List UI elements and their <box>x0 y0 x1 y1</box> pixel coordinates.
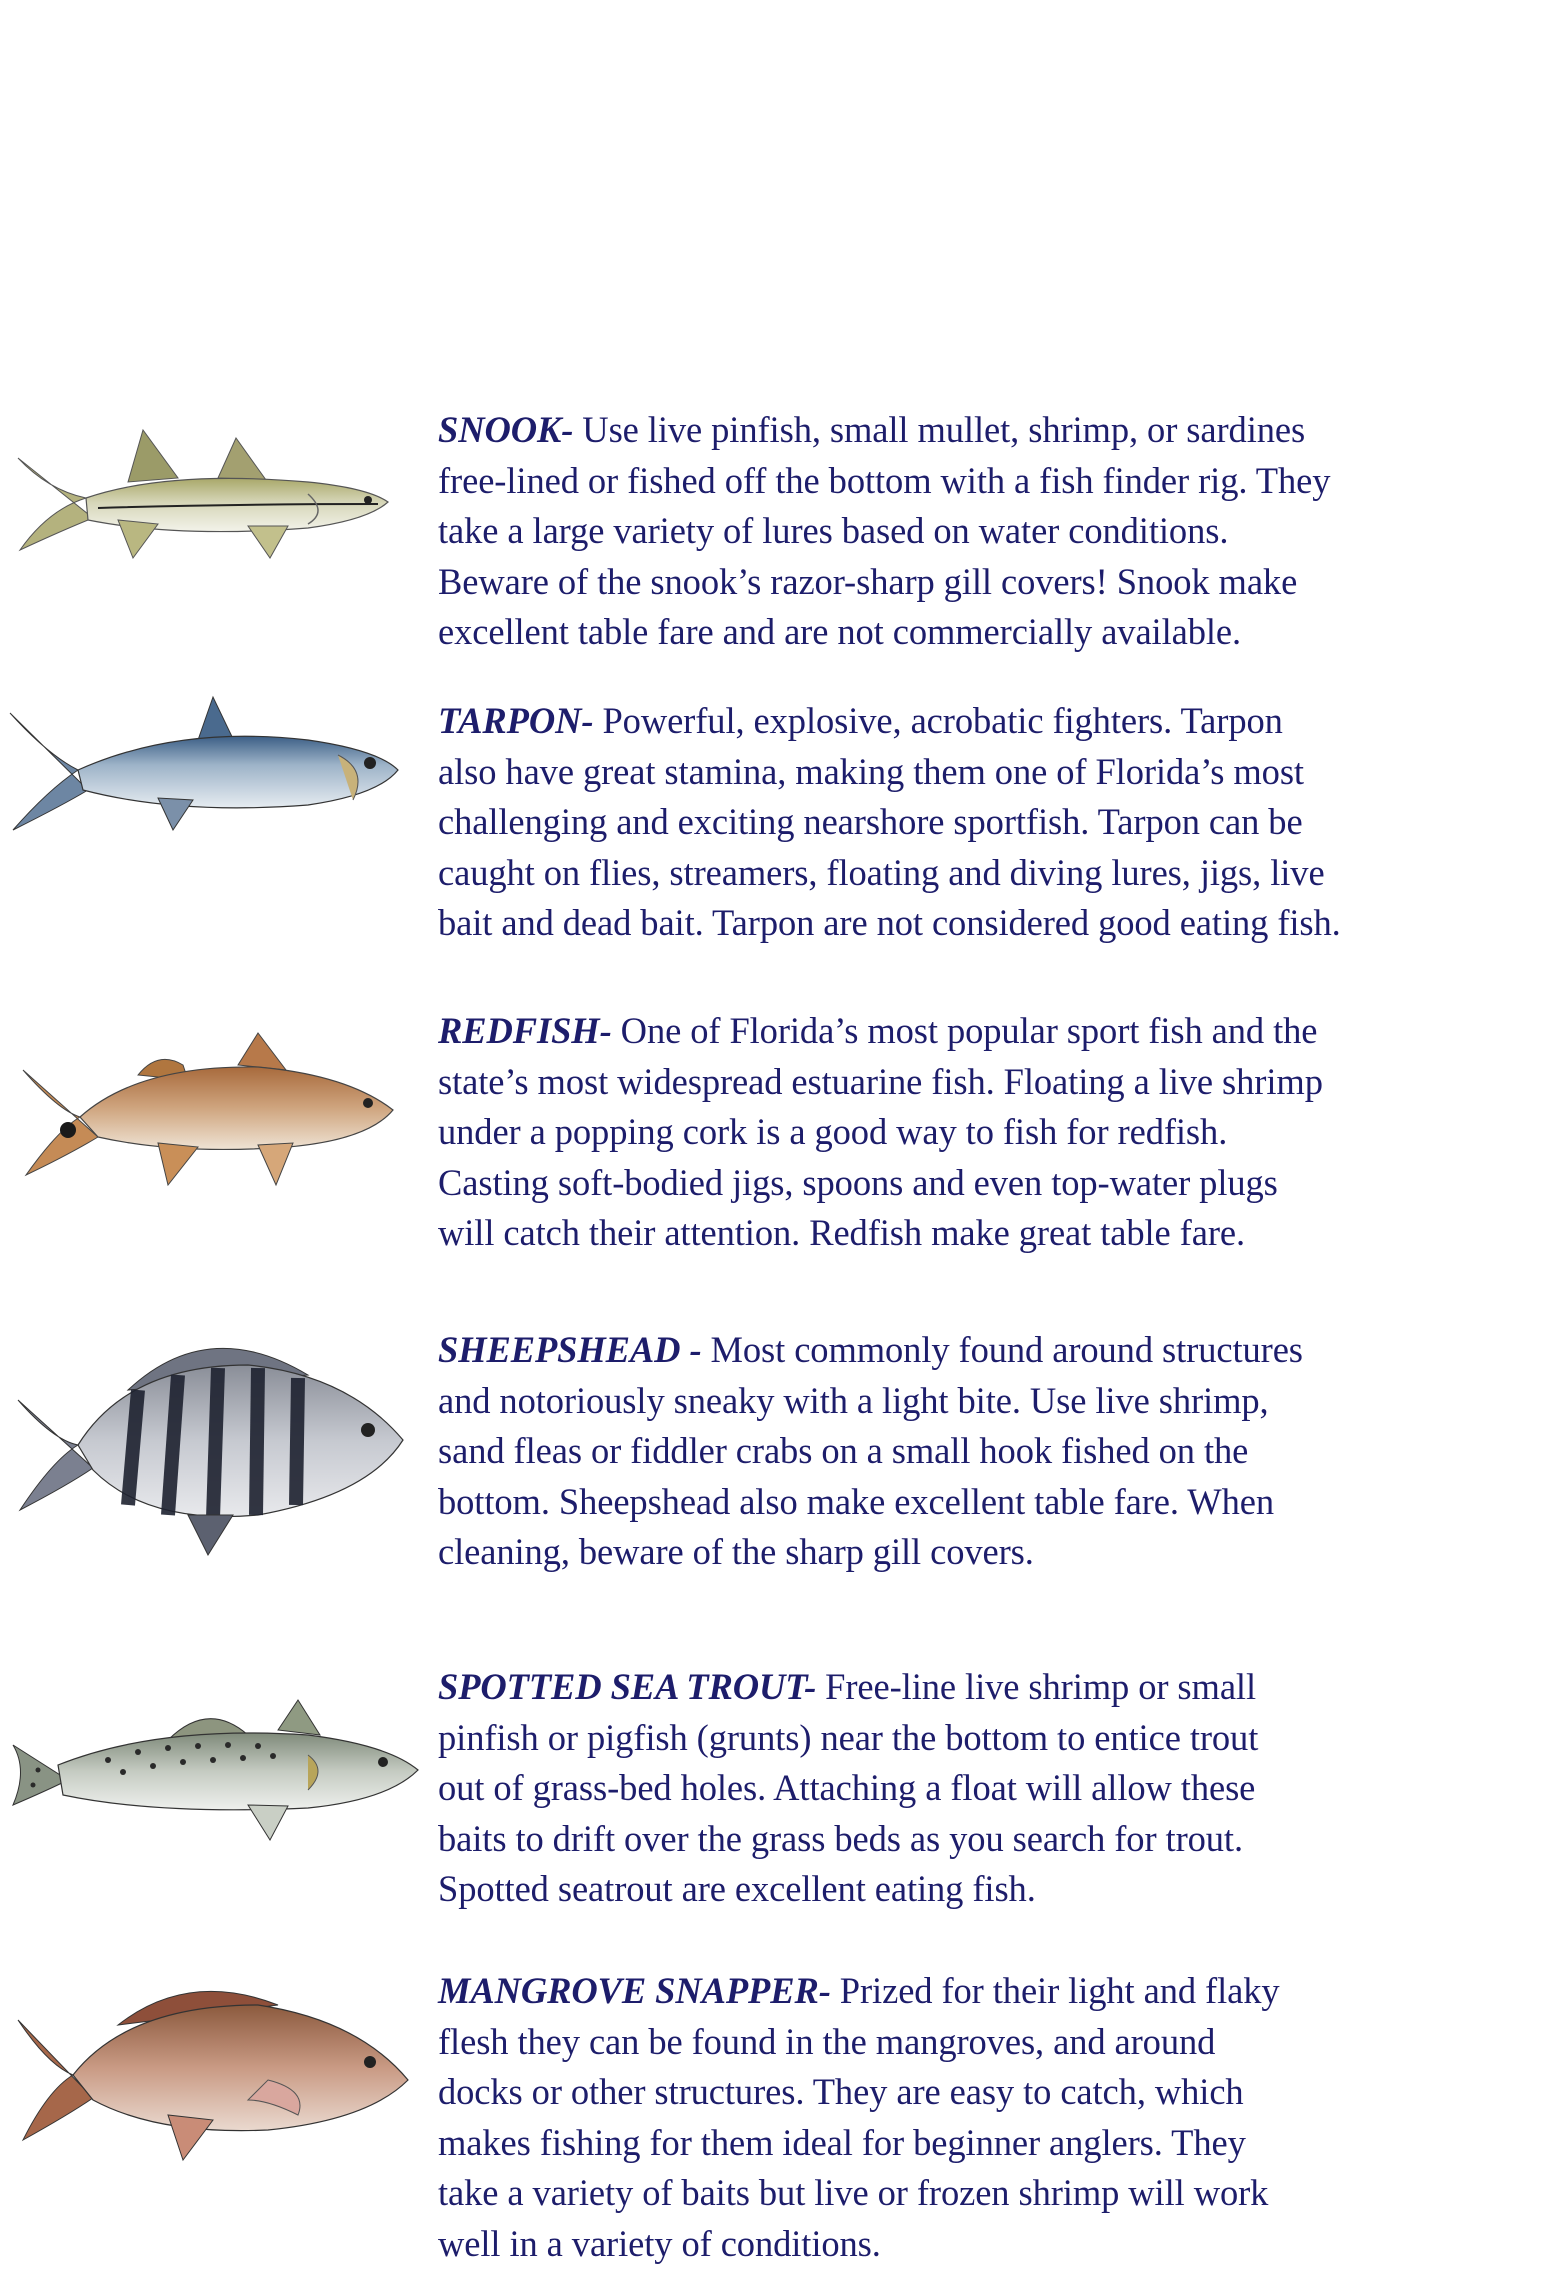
snook-description <box>438 405 1548 658</box>
tarpon-description <box>438 696 1548 949</box>
snook-line-5: excellent table fare and are not commercially available. <box>438 611 1242 652</box>
tarpon-name: TARPON- <box>438 700 594 741</box>
tarpon-illustration <box>8 695 423 845</box>
tarpon-line-3: challenging and exciting nearshore sportfish. Tarpon can be <box>438 801 1303 842</box>
spotted-sea-trout-line-3: out of grass-bed holes. Attaching a float will allow these <box>438 1767 1256 1808</box>
sheepshead-line-4: bottom. Sheepshead also make excellent table fare. When <box>438 1480 1275 1522</box>
spotted-sea-trout-name: SPOTTED SEA TROUT- <box>438 1666 817 1707</box>
spotted-sea-trout-line-2: pinfish or pigfish (grunts) near the bottom to entice trout <box>438 1716 1259 1758</box>
spotted-sea-trout-line-5: Spotted seatrout are excellent eating fish. <box>438 1868 1036 1909</box>
redfish-illustration <box>8 1025 423 1195</box>
tarpon-line-4: caught on flies, streamers, floating and diving lures, jigs, live <box>438 851 1325 893</box>
redfish-name: REDFISH- <box>438 1010 612 1051</box>
spotted-sea-trout-line-4: baits to drift over the grass beds as you search for trout. <box>438 1817 1243 1859</box>
sheepshead-line-3: sand fleas or fiddler crabs on a small hook fished on the <box>438 1430 1249 1471</box>
mangrove-snapper-line-1: Prized for their light and flaky <box>830 1970 1280 2011</box>
spotted-sea-trout-line-1: Free-line live shrimp or small <box>816 1666 1257 1707</box>
mangrove-snapper-line-6: well in a variety of conditions. <box>438 2222 881 2264</box>
sheepshead-line-1: Most commonly found around structures <box>701 1329 1303 1370</box>
snook-line-1: Use live pinfish, small mullet, shrimp, or sardines <box>573 409 1306 450</box>
sheepshead-illustration <box>8 1320 423 1560</box>
redfish-line-4: Casting soft-bodied jigs, spoons and even top-water plugs <box>438 1161 1278 1203</box>
sheepshead-line-5: cleaning, beware of the sharp gill covers. <box>438 1531 1034 1572</box>
sheepshead-description <box>438 1325 1548 1578</box>
snook-line-3: take a large variety of lures based on water conditions. <box>438 510 1229 551</box>
spotted-sea-trout-description <box>438 1662 1548 1915</box>
mangrove-snapper-description <box>438 1966 1548 2269</box>
sheepshead-name: SHEEPSHEAD - <box>438 1329 702 1370</box>
snook-line-2: free-lined or fished off the bottom with a fish finder rig. They <box>438 459 1331 501</box>
redfish-line-5: will catch their attention. Redfish make great table fare. <box>438 1212 1246 1253</box>
redfish-description <box>438 1006 1548 1259</box>
snook-illustration <box>8 420 423 570</box>
mangrove-snapper-line-3: docks or other structures. They are easy to catch, which <box>438 2071 1244 2112</box>
sheepshead-line-2: and notoriously sneaky with a light bite. Use live shrimp, <box>438 1379 1269 1421</box>
redfish-line-3: under a popping cork is a good way to fish for redfish. <box>438 1111 1228 1152</box>
spotted-sea-trout-illustration <box>8 1690 423 1855</box>
mangrove-snapper-line-4: makes fishing for them ideal for beginner anglers. They <box>438 2121 1246 2163</box>
tarpon-line-1: Powerful, explosive, acrobatic fighters. Tarpon <box>593 700 1283 741</box>
redfish-line-1: One of Florida’s most popular sport fish and the <box>611 1010 1318 1051</box>
redfish-line-2: state’s most widespread estuarine fish. Floating a live shrimp <box>438 1060 1323 1102</box>
mangrove-snapper-line-5: take a variety of baits but live or frozen shrimp will work <box>438 2172 1269 2213</box>
mangrove-snapper-illustration <box>8 1970 423 2180</box>
tarpon-line-5: bait and dead bait. Tarpon are not considered good eating fish. <box>438 902 1341 943</box>
snook-line-4: Beware of the snook’s razor-sharp gill covers! Snook make <box>438 560 1298 602</box>
mangrove-snapper-line-2: flesh they can be found in the mangroves, and around <box>438 2020 1216 2062</box>
snook-name: SNOOK- <box>438 409 574 450</box>
tarpon-line-2: also have great stamina, making them one of Florida’s most <box>438 750 1304 792</box>
mangrove-snapper-name: MANGROVE SNAPPER- <box>438 1970 831 2011</box>
